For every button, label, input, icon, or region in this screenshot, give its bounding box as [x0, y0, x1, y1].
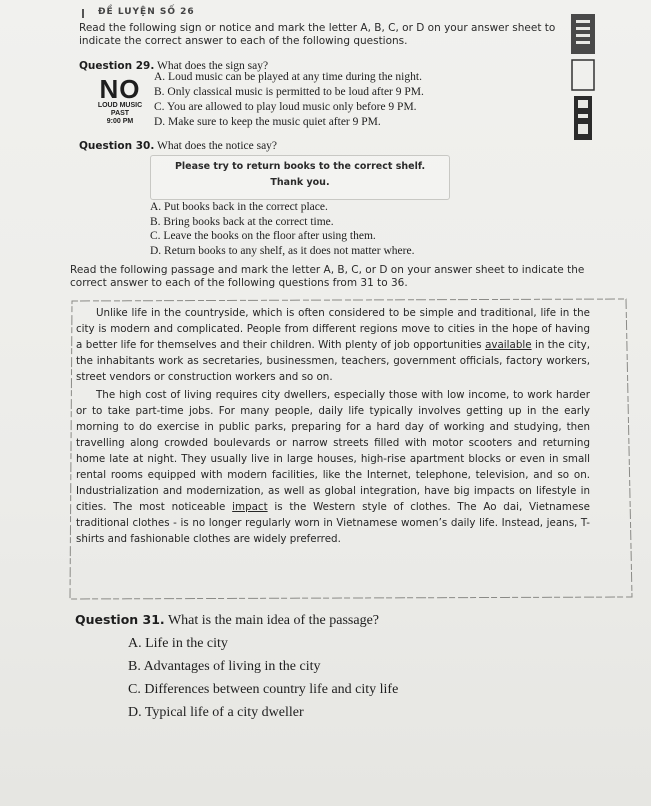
library-notice: [150, 155, 450, 200]
option-29-a[interactable]: A. Loud music can be played at any time during the night.: [154, 71, 422, 83]
option-29-c[interactable]: C. You are allowed to play loud music only before 9 PM.: [154, 101, 417, 113]
option-30-d[interactable]: D. Return books to any shelf, as it does not matter where.: [150, 244, 415, 257]
option-31-c[interactable]: C. Differences between country life and city life: [128, 682, 399, 697]
option-31-b[interactable]: B. Advantages of living in the city: [128, 659, 321, 674]
passage-p2-text-a: The high cost of living requires city dwellers, especially those with low income, to work harder or to take part-time jobs. For many people, daily life typically involves getting up in the early morning to do exercise in public parks, preparing for a hard day of working and studying, then travelling along crowded boulevards or narrow streets filled with motor scooters and returning home late at night. They usually live in large houses, high-rise apartment blocks or even in small rental rooms equipped with modern facilities, like the Internet, telephone, television, and so on. Industrialization and modernization, as well as global integration, have big impacts on lifestyle in cities. The most noticeable: [76, 389, 590, 513]
option-30-a[interactable]: A. Put books back in the correct place.: [150, 201, 328, 213]
option-29-b[interactable]: B. Only classical music is permitted to be loud after 9 PM.: [154, 86, 424, 98]
notice-line-1: Please try to return books to the correct shelf.: [174, 161, 426, 172]
notice-line-2: Thank you.: [270, 177, 330, 188]
no-loud-music-sign: [88, 76, 152, 126]
underlined-word-impact: impact: [232, 501, 268, 513]
question-30-label: Question 30.: [79, 140, 155, 152]
passage-paragraph-1: [76, 305, 590, 385]
question-31-prompt: What is the main idea of the passage?: [167, 613, 380, 628]
page-header: ĐỀ LUYỆN SỐ 26: [98, 7, 195, 17]
question-31-label: Question 31.: [75, 612, 165, 627]
side-logo-graphic: [568, 8, 598, 158]
question-30: [79, 140, 277, 152]
question-30-prompt: What does the notice say?: [156, 140, 278, 152]
option-29-d[interactable]: D. Make sure to keep the music quiet after 9 PM.: [154, 116, 381, 128]
passage-p2-text-b: is the Western style of clothes. The Ao dai, Vietnamese traditional clothes - is no longer regularly worn in Vietnamese women’s daily life. Instead, jeans, T-shirts and fashionable clothes are widely preferred.: [76, 501, 590, 545]
passage-p1-text-b: in the city, the inhabitants work as secretaries, businessmen, teachers, government officials, factory workers, street vendors or construction workers and so on.: [76, 339, 591, 383]
option-31-a[interactable]: A. Life in the city: [128, 636, 228, 651]
question-31-options: [128, 632, 398, 724]
header-mark: [82, 9, 84, 18]
passage-instructions: Read the following passage and mark the letter A, B, C, or D on your answer sheet to indicate the correct answer to each of the following questions from 31 to 36.: [70, 264, 585, 289]
passage-p1-text-a: Unlike life in the countryside, which is often considered to be simple and traditional, life in the city is modern and complicated. People from different regions move to cities in the hope of having a better life for themselves and their children. With plenty of job opportunities: [76, 307, 590, 351]
question-29-options: [154, 70, 424, 130]
reading-passage: [76, 305, 590, 547]
passage-paragraph-2: [76, 387, 590, 547]
underlined-word-available: available: [485, 339, 532, 351]
option-31-d[interactable]: D. Typical life of a city dweller: [128, 705, 304, 720]
option-30-c[interactable]: C. Leave the books on the floor after using them.: [150, 230, 376, 242]
sign-instructions: Read the following sign or notice and mark the letter A, B, C, or D on your answer sheet to indicate the correct answer to each of the following questions.: [79, 22, 556, 47]
option-30-b[interactable]: B. Bring books back at the correct time.: [150, 215, 334, 228]
question-29-prompt: What does the sign say?: [156, 60, 269, 72]
question-29-label: Question 29.: [79, 60, 155, 72]
question-30-options: [150, 200, 414, 258]
question-31: [75, 612, 379, 629]
sign-big-text: NO: [99, 74, 141, 104]
sign-line-2: PAST: [110, 110, 130, 117]
sign-line-1: LOUD MUSIC: [97, 102, 143, 109]
sign-line-3: 9:00 PM: [106, 118, 134, 125]
